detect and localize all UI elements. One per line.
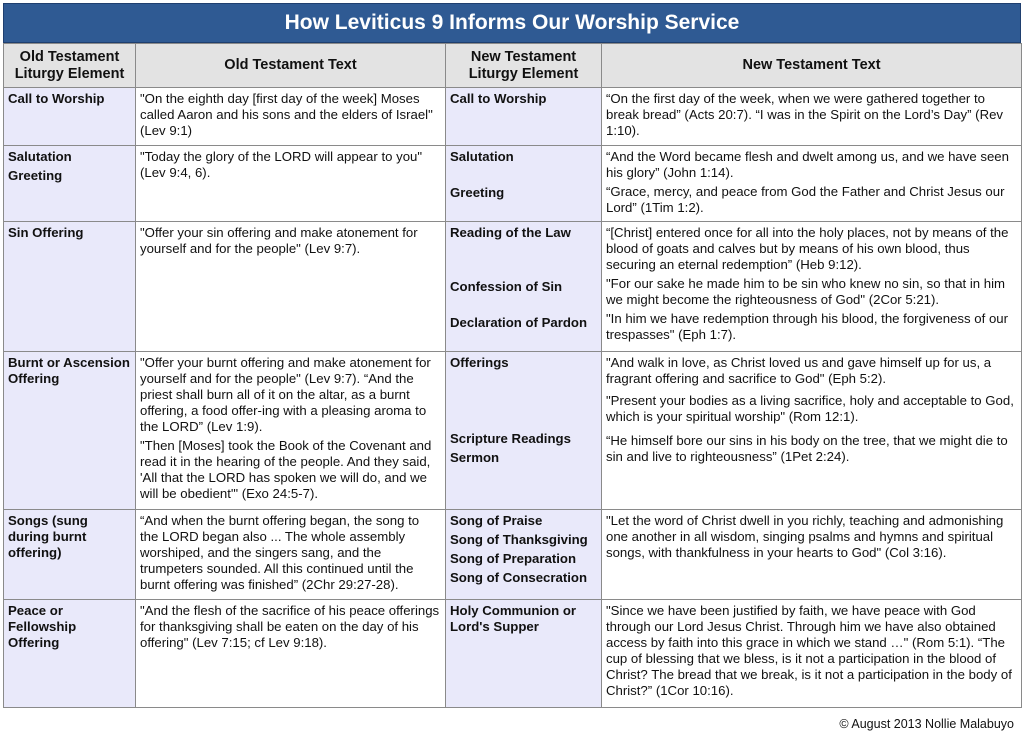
ot-element-cell [4, 146, 136, 222]
nt-text-cell [602, 146, 1022, 222]
ot-text-cell [136, 88, 446, 146]
nt-text-cell [602, 222, 1022, 352]
ot-text: "And the flesh of the sacrifice of his peace offerings for thanksgiving shall be eaten on the day of his offering" (Lev 7:15; cf Lev 9:18). [140, 603, 440, 650]
ot-element: Greeting [8, 168, 63, 183]
nt-text-cell [602, 600, 1022, 708]
nt-element-cell [446, 222, 602, 352]
header-ot-text: Old Testament Text [136, 44, 446, 88]
nt-text-cell [602, 88, 1022, 146]
nt-text: “Grace, mercy, and peace from God the Father and Christ Jesus our Lord” (1Tim 1:2). [606, 184, 1005, 215]
copyright-footer: © August 2013 Nollie Malabuyo [839, 717, 1014, 731]
ot-element-cell [4, 222, 136, 352]
nt-element: Call to Worship [450, 91, 547, 106]
ot-element: Call to Worship [8, 91, 105, 106]
nt-text-cell [602, 352, 1022, 510]
ot-text-cell [136, 600, 446, 708]
nt-element: Declaration of Pardon [450, 315, 588, 330]
ot-element: Songs (sung during burnt offering) [8, 513, 88, 560]
nt-text: "Let the word of Christ dwell in you richly, teaching and admonishing one another in all wisdom, singing psalms and hymns and spiritual songs, with thankfulness in your hearts to God" (Col 3:16). [606, 513, 1004, 560]
nt-element-cell [446, 510, 602, 600]
header-nt-element: New Testament Liturgy Element [446, 44, 602, 88]
table-row [4, 88, 1022, 146]
nt-text: “[Christ] entered once for all into the holy places, not by means of the blood of goats and calves but by means of his own blood, thus securing an eternal redemption” (Heb 9:12). [606, 225, 1009, 272]
nt-text: "For our sake he made him to be sin who knew no sin, so that in him we might become the righteousness of God" (2Cor 5:21). [606, 276, 1006, 307]
header-ot-element: Old Testament Liturgy Element [4, 44, 136, 88]
nt-element: Scripture Readings [450, 431, 571, 446]
ot-element: Salutation [8, 149, 72, 164]
nt-element-cell [446, 600, 602, 708]
table-row [4, 222, 1022, 352]
nt-element-cell [446, 146, 602, 222]
ot-text: "Offer your sin offering and make atonement for yourself and for the people" (Lev 9:7). [140, 225, 418, 256]
ot-element: Sin Offering [8, 225, 84, 240]
ot-element-cell [4, 352, 136, 510]
nt-text: “And the Word became flesh and dwelt among us, and we have seen his glory” (John 1:14). [606, 149, 1009, 180]
ot-text: "On the eighth day [first day of the week] Moses called Aaron and his sons and the elders of Israel" (Lev 9:1) [140, 91, 433, 138]
nt-element: Sermon [450, 450, 500, 465]
ot-text: “And when the burnt offering began, the song to the LORD began also ... The whole assembly worshiped, and the singers sang, and the trumpeters sounded. All this continued until the burnt offering was finished” (2Chr 29:27-28). [140, 513, 420, 592]
nt-element: Song of Praise [450, 513, 543, 528]
ot-text: "Then [Moses] took the Book of the Covenant and read it in the hearing of the people. And they said, 'All that the LORD has spoken we will do, and we will be obedient'" (Exo 24:5-7). [140, 438, 432, 501]
header-nt-text: New Testament Text [602, 44, 1022, 88]
nt-text: “He himself bore our sins in his body on the tree, that we might die to sin and live to righteousness” (1Pet 2:24). [606, 433, 1008, 464]
page-title: How Leviticus 9 Informs Our Worship Service [3, 3, 1021, 43]
nt-text-cell [602, 510, 1022, 600]
nt-element-cell [446, 88, 602, 146]
nt-element: Reading of the Law [450, 225, 571, 240]
ot-text: "Today the glory of the LORD will appear to you" (Lev 9:4, 6). [140, 149, 423, 180]
document [3, 3, 1021, 708]
header-row [4, 44, 1022, 88]
table-row [4, 600, 1022, 708]
nt-element-cell [446, 352, 602, 510]
ot-text-cell [136, 510, 446, 600]
nt-element: Song of Thanksgiving [450, 532, 588, 547]
nt-element: Song of Consecration [450, 570, 588, 585]
worship-table [3, 43, 1022, 708]
nt-element: Song of Preparation [450, 551, 577, 566]
nt-element: Salutation [450, 149, 514, 164]
nt-text: "Since we have been justified by faith, we have peace with God through our Lord Jesus Christ. Through him we have also obtained access by faith into this grace in which we stand …" (Rom 5:1). “The cup of blessing that we bless, is it not a participation in the blood of Christ? The bread that we break, is it not a participation in the body of Christ?” (1Cor 10:16). [606, 603, 1012, 698]
ot-text: "Offer your burnt offering and make atonement for yourself and for the people" (Lev 9:7). “And the priest shall burn all of it on the altar, as a burnt offering, a food offer-ing with a pleasing aroma to the LORD” (Lev 1:9). [140, 355, 431, 434]
nt-text: "Present your bodies as a living sacrifice, holy and acceptable to God, which is your spiritual worship" (Rom 12:1). [606, 393, 1014, 424]
ot-text-cell [136, 222, 446, 352]
ot-element-cell [4, 510, 136, 600]
ot-element: Peace or Fellowship Offering [8, 603, 77, 650]
nt-element: Offerings [450, 355, 509, 370]
nt-element: Holy Communion or Lord's Supper [450, 603, 577, 634]
nt-element: Greeting [450, 185, 505, 200]
nt-text: "In him we have redemption through his blood, the forgiveness of our trespasses" (Eph 1:7). [606, 311, 1009, 342]
table-row [4, 146, 1022, 222]
ot-element-cell [4, 88, 136, 146]
ot-text-cell [136, 146, 446, 222]
nt-element: Confession of Sin [450, 279, 563, 294]
ot-element-cell [4, 600, 136, 708]
nt-text: "And walk in love, as Christ loved us and gave himself up for us, a fragrant offering and sacrifice to God" (Eph 5:2). [606, 355, 992, 386]
nt-text: “On the first day of the week, when we were gathered together to break bread” (Acts 20:7). “I was in the Spirit on the Lord’s Day” (Rev 1:10). [606, 91, 1004, 138]
table-row [4, 510, 1022, 600]
ot-element: Burnt or Ascension Offering [8, 355, 130, 386]
table-row [4, 352, 1022, 510]
ot-text-cell [136, 352, 446, 510]
